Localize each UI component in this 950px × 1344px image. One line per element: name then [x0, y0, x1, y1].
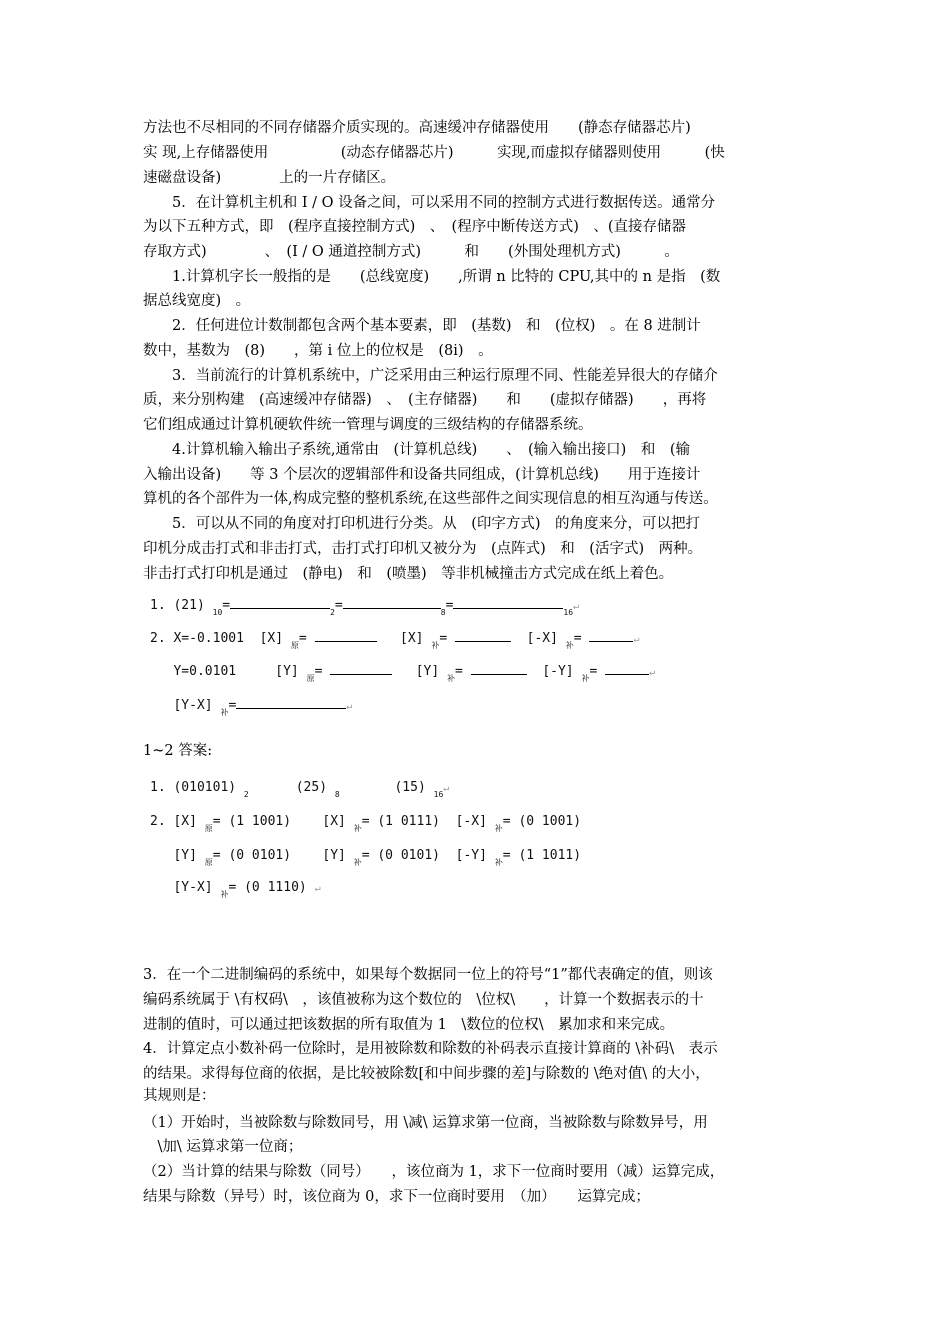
text-line: （2）当计算的结果与除数（同号） ，该位商为 1，求下一位商时要用（减）运算完成， [143, 1164, 725, 1180]
answer-blank [230, 596, 330, 609]
text-line: 非击打式打印机是通过 (静电) 和 (喷墨) 等非机械撞击方式完成在纸上着色。 [143, 566, 674, 582]
equals-sign: = [439, 631, 448, 646]
subscript: 补 [353, 824, 362, 833]
subscript: 补 [494, 824, 503, 833]
question-2-row-x [150, 629, 639, 650]
x-bracket: [X] [400, 631, 424, 646]
answer-blank [315, 629, 377, 642]
text-line: 5．可以从不同的角度对打印机进行分类。从 (印字方式) 的角度来分，可以把打 [143, 516, 701, 532]
x-bracket: [X] [259, 631, 284, 646]
subscript: 16 [433, 790, 444, 799]
text-line: 据总线宽度) 。 [143, 293, 251, 309]
y-bracket: [Y] [173, 848, 197, 863]
subscript: 16 [563, 608, 574, 617]
text-line: 它们组成通过计算机硬软件统一管理与调度的三级结构的存储器系统。 [143, 417, 593, 433]
text-line: \加\ 运算求第一位商； [143, 1139, 303, 1155]
equals-sign: = [212, 848, 221, 863]
answer-2-row-y-minus-x [150, 880, 321, 899]
return-mark [573, 601, 579, 612]
y-minus-x-bracket: [Y-X] [173, 880, 213, 895]
y-bracket: [Y] [322, 848, 346, 863]
subscript: 补 [447, 674, 456, 683]
equals-sign: = [502, 848, 511, 863]
a1-octal: (25) [295, 780, 328, 795]
subscript: 原 [204, 858, 213, 867]
subscript: 补 [565, 641, 574, 650]
subscript: 8 [334, 790, 340, 799]
q1-prefix: 1. (21) [150, 598, 205, 613]
text-line: 2．任何进位计数制都包含两个基本要素，即 (基数) 和 (位权) 。在 8 进制计 [143, 318, 701, 334]
text-line: 4．计算定点小数补码一位除时，是用被除数和除数的补码表示直接计算商的 \补码\ 表示 [143, 1041, 718, 1057]
text-line: 进制的值时，可以通过把该数据的所有取值为 1 \数位的位权\ 累加求和来完成。 [143, 1017, 675, 1033]
subscript: 补 [353, 858, 362, 867]
y-bu-value: (0 0101) [377, 848, 440, 863]
text-line: 5．在计算机主机和 I / O 设备之间，可以采用不同的控制方式进行数据传送。通常分 [143, 195, 716, 211]
text-line: 速磁盘设备) 上的一片存储区。 [143, 170, 396, 186]
y-prefix: Y=0.0101 [173, 664, 237, 679]
neg-x-bu-value: (0 1001) [518, 814, 582, 829]
subscript: 补 [494, 858, 503, 867]
text-line: 结果与除数（异号）时，该位商为 0，求下一位商时要用 （加） 运算完成； [143, 1189, 650, 1205]
equals-sign: = [502, 814, 511, 829]
answer-blank [589, 629, 633, 642]
neg-y-bracket: [-Y] [542, 664, 574, 679]
answer-blank [453, 596, 563, 609]
subscript: 2 [243, 790, 249, 799]
equals-sign: = [298, 631, 307, 646]
neg-x-bracket: [-X] [455, 814, 487, 829]
equals-sign: = [361, 814, 370, 829]
y-yuan-value: (0 0101) [228, 848, 292, 863]
text-line: 实 现,上存储器使用 (动态存储器芯片) 实现,而虚拟存储器则使用 (快 [143, 145, 725, 161]
subscript: 补 [431, 641, 440, 650]
subscript: 10 [212, 608, 223, 617]
answer-blank [236, 696, 346, 709]
subscript: 2 [330, 608, 335, 617]
text-line: 存取方式) 、 (I / O 通道控制方式) 和 (外围处理机方式) 。 [143, 244, 679, 260]
answer-figure [150, 780, 582, 915]
text-line: 4.计算机输入输出子系统,通常由 (计算机总线) 、 (输入输出接口) 和 (输 [143, 442, 690, 458]
subscript: 补 [220, 890, 229, 899]
return-mark [443, 783, 449, 794]
return-mark [633, 634, 639, 645]
subscript: 补 [220, 708, 229, 717]
equals-sign: = [212, 814, 221, 829]
text-line: 方法也不尽相同的不同存储器介质实现的。高速缓冲存储器使用 (静态存储器芯片) [143, 120, 691, 136]
text-line: （1）开始时，当被除数与除数同号，用 \减\ 运算求第一位商，当被除数与除数异号，用 [143, 1115, 708, 1131]
answer-1-row [150, 780, 449, 799]
equals-sign: = [455, 664, 463, 679]
answer-2-row-y [150, 848, 582, 867]
text-line: 3．当前流行的计算机系统中，广泛采用由三种运行原理不同、性能差异很大的存储介 [143, 368, 718, 384]
equals-sign: = [445, 598, 454, 613]
answer-blank [455, 629, 511, 642]
neg-x-bracket: [-X] [526, 631, 558, 646]
subscript: 原 [306, 674, 315, 683]
text-line: 质，来分别构建 (高速缓冲存储器) 、 (主存储器) 和 (虚拟存储器) ，再将 [143, 392, 707, 408]
answer-blank [330, 662, 392, 675]
subscript: 原 [290, 641, 299, 650]
equals-sign: = [361, 848, 370, 863]
answer-heading: 1~2 答案: [143, 743, 213, 759]
answer-2-row-x [150, 814, 582, 833]
neg-y-bu-value: (1 1011) [518, 848, 582, 863]
equals-sign: = [314, 664, 323, 679]
question-2-row-y-minus-x [150, 696, 352, 717]
subscript: 8 [440, 608, 446, 617]
question-2-row-y [150, 662, 655, 683]
answer-blank [605, 662, 649, 675]
text-line: 为以下五种方式，即 (程序直接控制方式) 、 (程序中断传送方式) 、(直接存储器 [143, 219, 687, 235]
y-bracket: [Y] [275, 664, 299, 679]
question-figure [150, 596, 598, 731]
equals-sign: = [573, 631, 582, 646]
question-1-row [150, 596, 579, 617]
text-line: 的结果。求得每位商的依据，是比较被除数[和中间步骤的差]与除数的 \绝对值\ 的大小， [143, 1066, 710, 1082]
text-line: 其规则是： [143, 1088, 216, 1104]
a2-prefix: 2. [X] [150, 814, 197, 829]
y-minus-x-bu-value: (0 1110) [244, 880, 307, 895]
subscript: 补 [581, 674, 590, 683]
a1-binary: 1. (010101) [150, 780, 237, 795]
text-line: 印机分成击打式和非击打式，击打式打印机又被分为 (点阵式) 和 (活字式) 两种。 [143, 541, 703, 557]
equals-sign: = [222, 598, 231, 613]
x-bracket: [X] [322, 814, 346, 829]
return-mark [346, 701, 352, 712]
q2-prefix: 2. X=-0.1001 [150, 631, 244, 646]
x-yuan-value: (1 1001) [228, 814, 292, 829]
equals-sign: = [228, 698, 237, 713]
answer-blank [471, 662, 527, 675]
return-mark [649, 667, 655, 678]
text-line: 数中，基数为 (8) ，第 i 位上的位权是 (8i) 。 [143, 343, 493, 359]
x-bu-value: (1 0111) [377, 814, 440, 829]
equals-sign: = [589, 664, 598, 679]
y-bracket: [Y] [415, 664, 440, 679]
equals-sign: = [228, 880, 237, 895]
text-line: 入输出设备) 等 3 个层次的逻辑部件和设备共同组成，(计算机总线) 用于连接计 [143, 467, 701, 483]
text-line: 编码系统属于 \有权码\ ，该值被称为这个数位的 \位权\ ，计算一个数据表示的十 [143, 992, 704, 1008]
answer-blank [343, 596, 441, 609]
return-mark [315, 883, 321, 894]
text-line: 1.计算机字长一般指的是 (总线宽度) ,所谓 n 比特的 CPU,其中的 n 是指 (数 [143, 269, 721, 285]
equals-sign: = [334, 598, 343, 613]
text-line: 算机的各个部件为一体,构成完整的整机系统,在这些部件之间实现信息的相互沟通与传送。 [143, 491, 718, 507]
neg-y-bracket: [-Y] [455, 848, 487, 863]
y-minus-x-bracket: [Y-X] [173, 698, 213, 713]
a1-hex: (15) [394, 780, 426, 795]
text-line: 3．在一个二进制编码的系统中，如果每个数据同一位上的符号“1”都代表确定的值，则该 [143, 967, 713, 983]
subscript: 原 [204, 824, 213, 833]
